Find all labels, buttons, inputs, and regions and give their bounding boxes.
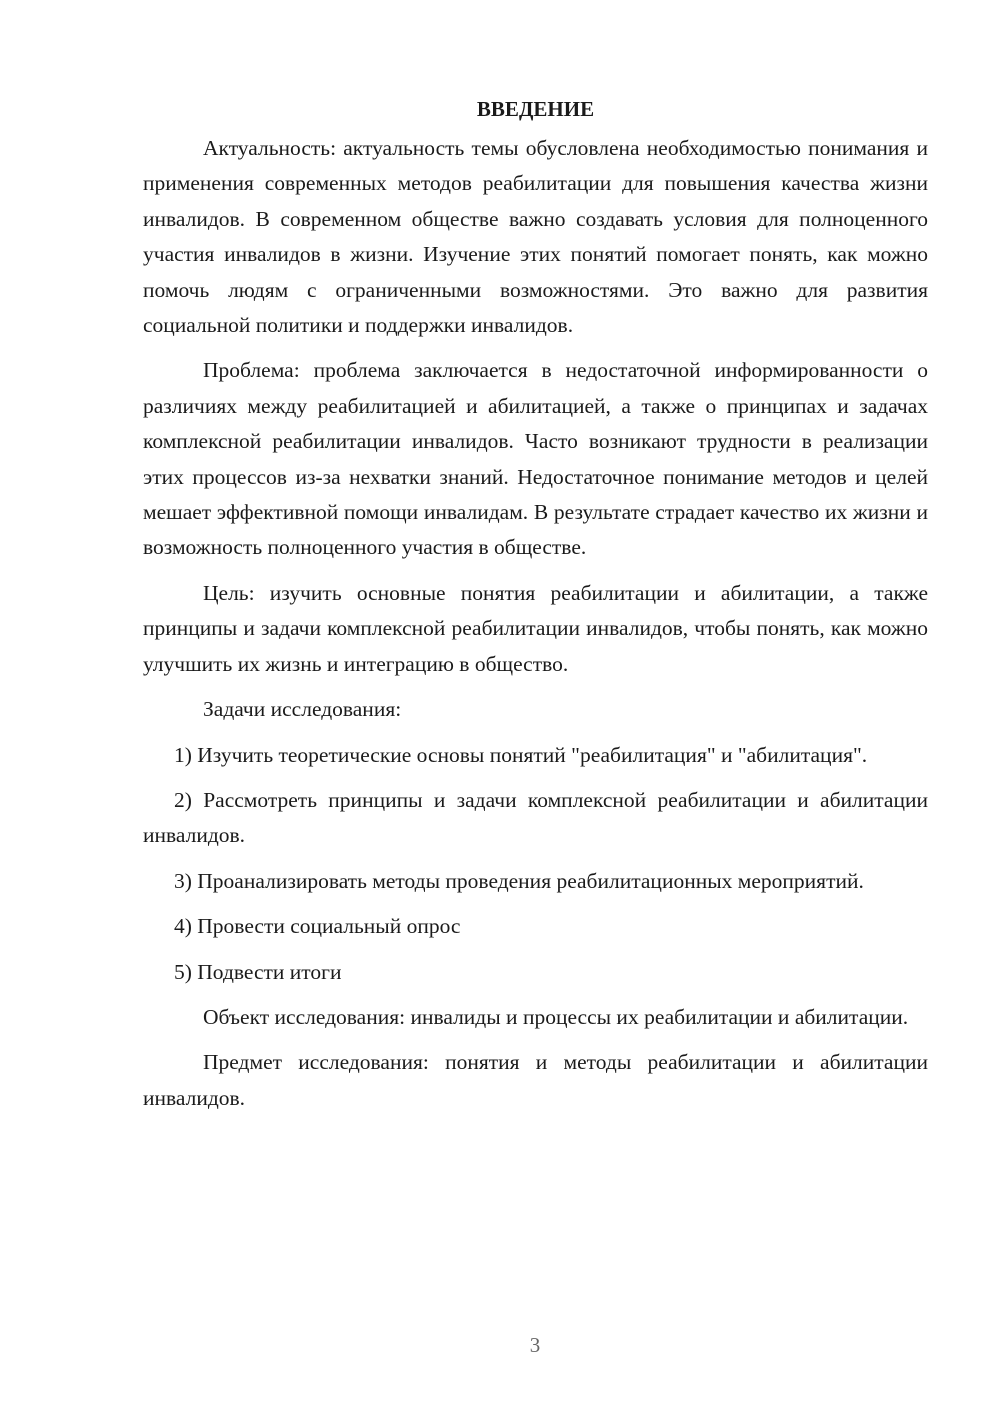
- task-item-1: 1) Изучить теоретические основы понятий "реабилитация" и "абилитация".: [174, 742, 868, 767]
- paragraph-goal: Цель: изучить основные понятия реабилитации и абилитации, а также принципы и задачи комплексной реабилитации инвалидов, чтобы понять, как можно улучшить их жизнь и интеграцию в общество.: [143, 580, 928, 676]
- task-item-3: 3) Проанализировать методы проведения реабилитационных мероприятий.: [174, 868, 864, 893]
- paragraph-problem: Проблема: проблема заключается в недостаточной информированности о различиях между реабилитацией и абилитацией, а также о принципах и задачах комплексной реабилитации инвалидов. Часто возникают трудности в реализации этих процессов из-за нехватки знаний. Недостаточное понимание методов и целей мешает эффективной помощи инвалидам. В результате страдает качество их жизни и возможность полноценного участия в обществе.: [143, 358, 928, 560]
- page-number: 3: [529, 1333, 541, 1357]
- task-item-2: 2) Рассмотреть принципы и задачи комплексной реабилитации и абилитации инвалидов.: [143, 787, 928, 848]
- paragraph-relevance: Актуальность: актуальность темы обусловлена необходимостью понимания и применения современных методов реабилитации для повышения качества жизни инвалидов. В современном обществе важно создавать условия для полноценного участия инвалидов в жизни. Изучение этих понятий помогает понять, как можно помочь людям с ограниченными возможностями. Это важно для развития социальной политики и поддержки инвалидов.: [143, 136, 928, 338]
- task-item-4: 4) Провести социальный опрос: [174, 914, 461, 939]
- page-title: ВВЕДЕНИЕ: [476, 97, 595, 121]
- paragraph-object: Объект исследования: инвалиды и процессы их реабилитации и абилитации.: [203, 1004, 909, 1029]
- paragraph-subject: Предмет исследования: понятия и методы реабилитации и абилитации инвалидов.: [143, 1050, 928, 1110]
- tasks-heading: Задачи исследования:: [203, 697, 402, 722]
- document-page: [143, 92, 928, 1116]
- task-item-5: 5) Подвести итоги: [174, 959, 342, 984]
